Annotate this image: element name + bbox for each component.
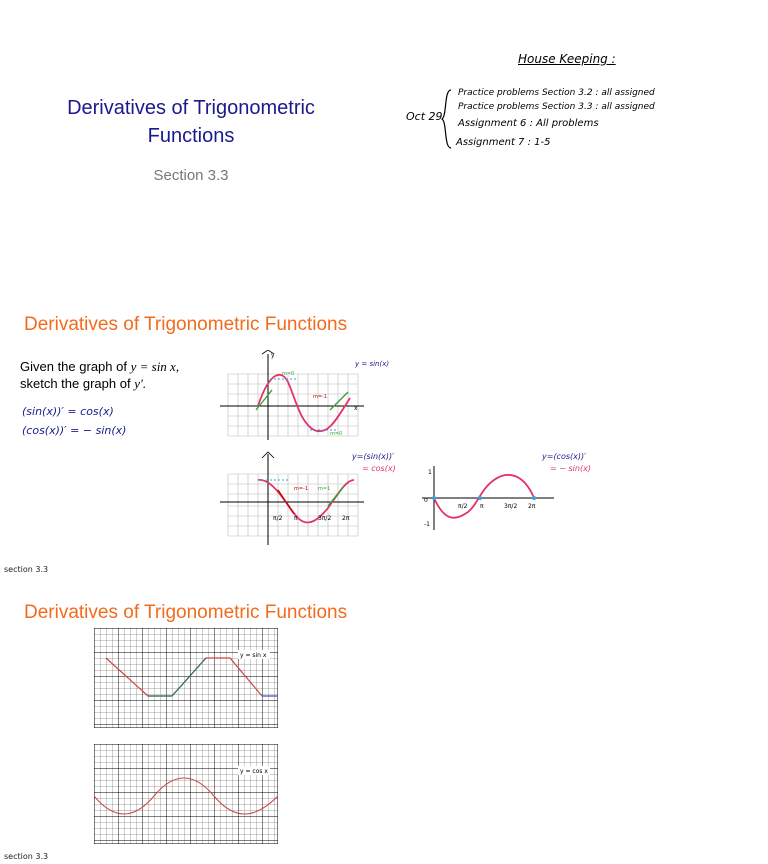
svg-text:1: 1 <box>428 469 432 476</box>
grid-graph-a <box>94 628 278 728</box>
housekeeping-heading: House Keeping : <box>518 52 616 66</box>
svg-text:m=-1: m=-1 <box>313 394 328 400</box>
housekeeping-item-1: Practice problems Section 3.2 : all assigned <box>458 88 655 98</box>
axis-x-label: x <box>354 405 358 412</box>
slide-title <box>0 0 768 290</box>
section-subtitle: Section 3.3 <box>153 167 229 184</box>
graph3-label-b: = − sin(x) <box>550 464 591 473</box>
svg-text:2π: 2π <box>528 503 536 510</box>
housekeeping-item-3: Assignment 6 : All problems <box>458 118 599 129</box>
svg-text:-1: -1 <box>424 521 430 528</box>
prompt-line2: sketch the graph of <box>20 376 131 391</box>
svg-text:3π/2: 3π/2 <box>318 515 332 522</box>
grid-graph-b <box>94 744 278 844</box>
graph-sin <box>218 350 368 445</box>
slide-derivative-sketch <box>0 300 768 585</box>
slide-graph-paper <box>0 588 768 864</box>
graph-cos <box>218 450 368 545</box>
rule-cos-derivative: (cos(x))′ = − sin(x) <box>22 424 127 437</box>
svg-text:m=0: m=0 <box>330 431 343 437</box>
graph1-label: y = sin(x) <box>355 360 390 368</box>
svg-text:m=0: m=0 <box>282 371 295 377</box>
graph2-label-b: = cos(x) <box>362 464 396 473</box>
prompt-math-2: y′. <box>134 376 147 391</box>
rule-sin-derivative: (sin(x))′ = cos(x) <box>22 405 114 418</box>
graph-b-label: y = cos x <box>240 768 268 775</box>
section-tag: section 3.3 <box>4 852 49 861</box>
slide-title: Derivatives of Trigonometric Functions <box>24 314 348 335</box>
prompt-math-1: y = sin x, <box>130 359 180 374</box>
slide-title: Derivatives of Trigonometric Functions <box>24 602 348 623</box>
svg-text:2π: 2π <box>342 515 350 522</box>
graph-a-label: y = sin x <box>240 652 267 659</box>
housekeeping-date: Oct 29 <box>406 110 443 123</box>
page-title: Derivatives of Trigonometric Functions <box>67 97 315 147</box>
graph-neg-sin <box>418 460 558 540</box>
housekeeping-item-4: Assignment 7 : 1-5 <box>456 137 551 148</box>
svg-text:3π/2: 3π/2 <box>504 503 518 510</box>
svg-text:π: π <box>480 503 484 510</box>
svg-text:π/2: π/2 <box>273 515 283 522</box>
svg-text:π/2: π/2 <box>458 503 468 510</box>
brace-icon <box>440 88 454 150</box>
svg-text:m=-1: m=-1 <box>294 486 309 492</box>
axis-y-label: y <box>271 352 275 359</box>
svg-text:π: π <box>294 515 298 522</box>
graph2-label-a: y=(sin(x))′ <box>352 452 394 461</box>
svg-text:0: 0 <box>424 497 428 504</box>
prompt-text <box>20 358 220 392</box>
section-tag: section 3.3 <box>4 565 49 574</box>
prompt-line1: Given the graph of <box>20 359 127 374</box>
housekeeping-item-2: Practice problems Section 3.3 : all assigned <box>458 102 655 112</box>
graph3-label-a: y=(cos(x))′ <box>542 452 586 461</box>
svg-text:m=1: m=1 <box>318 486 331 492</box>
